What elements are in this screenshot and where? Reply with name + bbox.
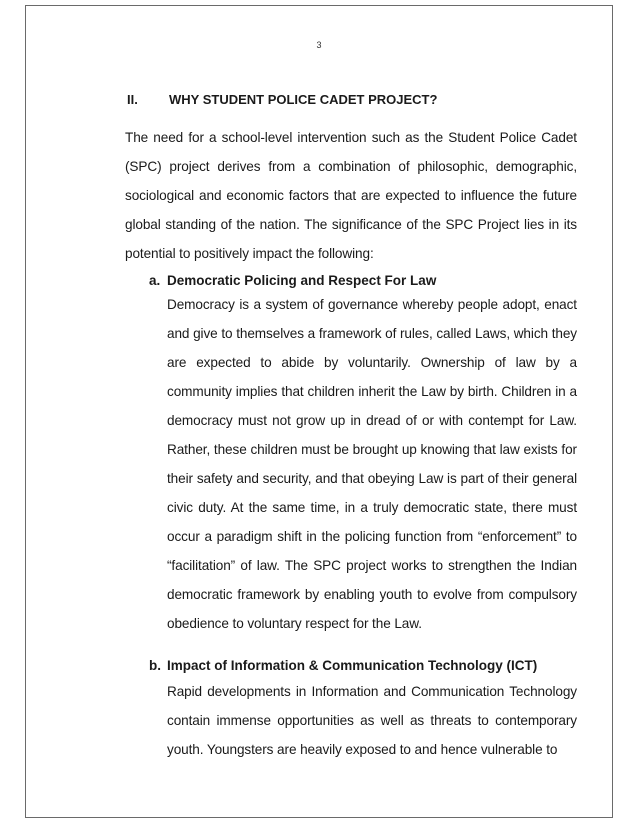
- subsection-a-letter: a.: [149, 273, 161, 288]
- heading-title: WHY STUDENT POLICE CADET PROJECT?: [169, 92, 438, 107]
- subsection-b-title: [149, 658, 537, 673]
- subsection-b-body: [167, 677, 577, 764]
- intro-text: The need for a school-level intervention such as the Student Police Cadet (SPC) project derives from a combination of philosophic, demographic, sociological and economic factors that are expected to influence the future global standing of the nation. The significance of the SPC Project lies in its potential to positively impact the following:: [125, 130, 577, 261]
- subsection-b-letter: b.: [149, 658, 161, 673]
- subsection-a-title-text: Democratic Policing and Respect For Law: [167, 273, 437, 288]
- subsection-b-title-text: Impact of Information & Communication Technology (ICT): [167, 658, 538, 673]
- section-heading: [127, 92, 437, 107]
- intro-paragraph: [125, 123, 577, 268]
- page-number: 3: [316, 40, 322, 50]
- subsection-a-body: [167, 290, 577, 638]
- heading-number: II.: [127, 92, 138, 107]
- subsection-a-title: [149, 273, 436, 288]
- subsection-a-text: Democracy is a system of governance whereby people adopt, enact and give to themselves a framework of rules, called Laws, which they are expected to abide by voluntarily. Ownership of law by a community implies that children inherit the Law by birth. Children in a democracy must not grow up in dread of or with contempt for Law. Rather, these children must be brought up knowing that law exists for their safety and security, and that obeying Law is part of their general civic duty. At the same time, in a truly democratic state, there must occur a paradigm shift in the policing function from “enforcement” to “facilitation” of law. The SPC project works to strengthen the Indian democratic framework by enabling youth to evolve from compulsory obedience to voluntary respect for the Law.: [167, 297, 577, 631]
- subsection-b-text: Rapid developments in Information and Communication Technology contain immense opportunities as well as threats to contemporary youth. Youngsters are heavily exposed to and hence vulnerable to: [167, 684, 577, 757]
